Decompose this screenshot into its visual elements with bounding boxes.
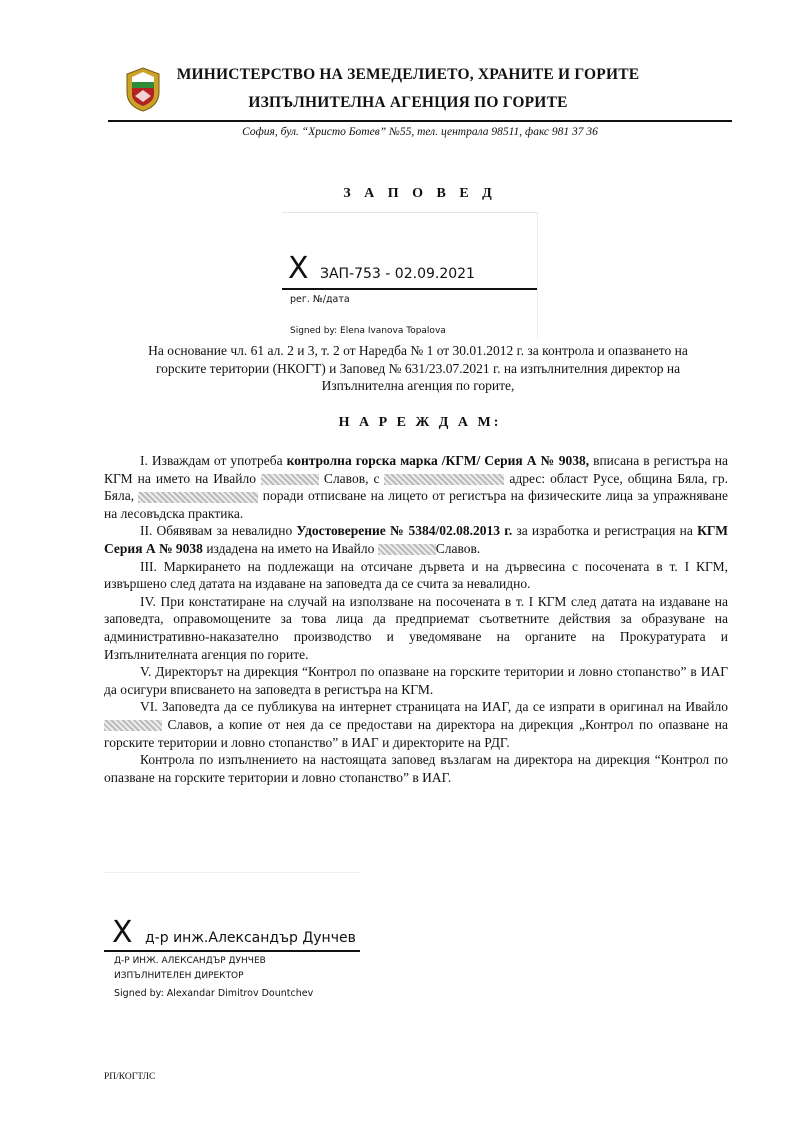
agency-coat-of-arms-icon [121,66,165,112]
redacted-text [138,492,258,503]
order-item-5: V. Директорът на дирекция “Контрол по опазване на горските територии и ловно стопанство” в ИАГ да осигури вписването на заповедта в регистъра на КГМ. [104,664,728,697]
order-heading: Н А Р Е Ж Д А М: [338,415,502,430]
agency-address: София, бул. “Христо Ботев” №55, тел. централа 98511, факс 981 37 36 [242,126,598,138]
signature-x-mark: X [288,251,309,286]
order-item-7: Контрола по изпълнението на настоящата заповед възлагам на директора на дирекция “Контрол по опазване на горските територии и ловно стопанство” в ИАГ. [104,752,728,785]
document-footer-code: РП/КОГТЛС [104,1072,156,1082]
signature-x-mark: X [112,915,133,950]
director-position: ИЗПЪЛНИТЕЛЕН ДИРЕКТОР [114,971,244,981]
agency-name: ИЗПЪЛНИТЕЛНА АГЕНЦИЯ ПО ГОРИТЕ [248,94,568,111]
order-item-2: II. Обявявам за невалидно Удостоверение № 5384/02.08.2013 г. за изработка и регистрация на КГМ Серия А № 9038 издадена на името на Ивайло Славов. [104,523,729,556]
redacted-text [384,474,504,485]
ministry-name: МИНИСТЕРСТВО НА ЗЕМЕДЕЛИЕТО, ХРАНИТЕ И ГОРИТЕ [176,66,640,83]
director-signed-by: Signed by: Alexandar Dimitrov Dountchev [114,988,314,999]
redacted-text [261,474,319,485]
order-item-4: IV. При констатиране на случай на използване на посочената в т. I КГМ след датата на издаване на заповедта, оправомощените за това лица да предприемат съответните действия за образуване на административно-наказателно производство и уведомяване на органите на Прокуратурата и Изпълнителната агенция по горите. [104,593,728,662]
order-item-3: III. Маркирането на подлежащи на отсичане дървета и на дървесина с посочената в т. I КГМ, извършено след датата на издаване на заповедта да се счита за невалидно. [104,558,728,592]
director-signature-name: д-р инж.Александър Дунчев [145,930,356,946]
document-title: З А П О В Е Д [343,186,497,201]
redacted-text [378,544,436,555]
registration-label: рег. №/дата [290,294,350,305]
signature-line [104,950,360,952]
registration-signed-by: Signed by: Elena Ivanova Topalova [290,326,446,336]
redacted-text [104,720,162,731]
header-divider [108,120,732,122]
legal-basis-paragraph: На основание чл. 61 ал. 2 и 3, т. 2 от Наредба № 1 от 30.01.2012 г. за контрола и опазването на горските територии (НКОГТ) и Заповед № 631/23.07.2021 г. на изпълнителния директор на Изпълнителна агенция по горите, [148,343,688,393]
order-item-1: I. Изваждам от употреба контролна горска марка /КГМ/ Серия А № 9038, вписана в регистъра на КГМ на името на Ивайло Славов, с адрес: област Русе, община Бяла, гр. Бяла, поради отписване на лицето от регистъра на физическите лица за упражняване на лесовъдска практика. [104,453,729,521]
order-body [104,452,728,786]
order-item-6: VI. Заповедта да се публикува на интернет страницата на ИАГ, да се изпрати в оригинал на Ивайло Славов, а копие от нея да се предостави на директора на дирекция „Контрол по опазване на горските територии и ловно стопанство” в ИАГ и директорите на РДГ. [104,699,728,750]
director-name: Д-Р ИНЖ. АЛЕКСАНДЪР ДУНЧЕВ [114,956,266,966]
signature-line [282,288,537,290]
registration-number: ЗАП-753 - 02.09.2021 [320,266,475,282]
